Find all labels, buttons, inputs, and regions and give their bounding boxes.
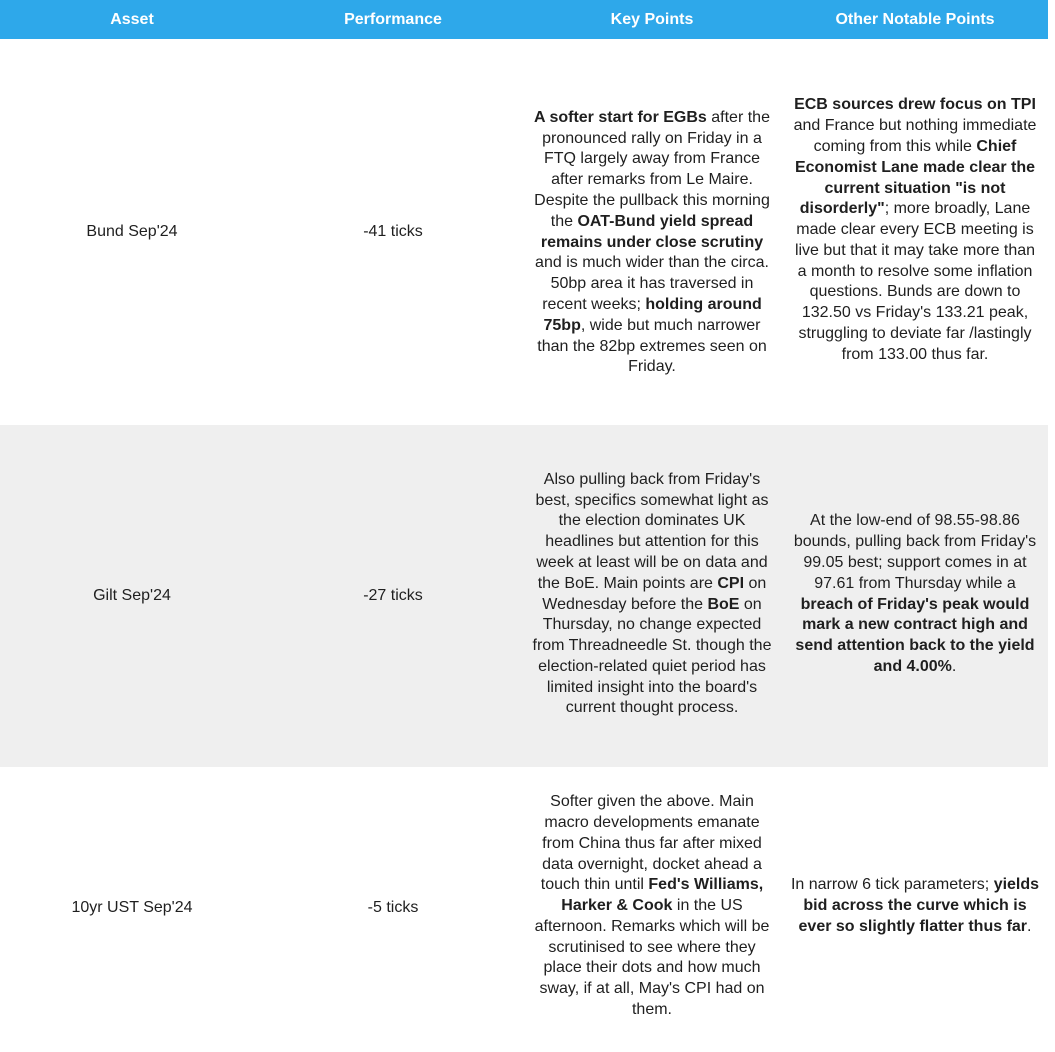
asset-cell: Bund Sep'24	[86, 222, 178, 240]
text-run: in the US afternoon. Remarks which will be scrutinised to see where they place their dots and how much sway, if at all, May's CPI had on them.	[534, 897, 770, 1019]
key-points-cell	[522, 767, 782, 1049]
header-performance: Performance	[264, 0, 522, 39]
bold-text: ECB sources drew focus on TPI	[794, 96, 1036, 114]
bold-text: A softer start for EGBs	[534, 108, 707, 126]
text-run: and is much wider than the circa. 50bp area it has traversed in recent weeks;	[535, 254, 769, 313]
bold-text: OAT-Bund yield spread remains under close scrutiny	[540, 212, 764, 251]
header-other-points: Other Notable Points	[782, 0, 1048, 39]
asset-cell: 10yr UST Sep'24	[71, 898, 193, 916]
bold-text: holding around 75bp	[543, 295, 762, 334]
header-row	[0, 0, 1048, 39]
other-points-cell	[782, 39, 1048, 425]
text-run: Also pulling back from Friday's best, specifics somewhat light as the election dominates UK headlines but attention for this week at least will be on data and the BoE. Main points are	[535, 470, 769, 592]
bold-text: CPI	[717, 574, 745, 592]
text-run: .	[951, 657, 957, 675]
bold-text: yields bid across the curve which is ever so slightly flatter thus far	[798, 876, 1040, 935]
performance-cell: -5 ticks	[367, 898, 419, 916]
table-row	[0, 425, 1048, 767]
other-points-cell	[782, 425, 1048, 767]
bold-text: BoE	[707, 595, 740, 613]
key-points-cell	[522, 425, 782, 767]
text-run: In narrow 6 tick parameters;	[790, 876, 994, 894]
text-run: At the low-end of 98.55-98.86 bounds, pulling back from Friday's 99.05 best; support comes in at 97.61 from Thursday while a	[793, 512, 1037, 592]
text-run: and France but nothing immediate coming from this while	[793, 117, 1037, 155]
table-row	[0, 39, 1048, 425]
text-run: on Thursday, no change expected from Threadneedle St. though the election-related quiet period has limited insight into the board's current thought process.	[532, 595, 772, 717]
other-points-cell	[782, 767, 1048, 1049]
text-run: on Wednesday before the	[542, 574, 767, 613]
text-run: Softer given the above. Main macro developments emanate from China thus far after mixed data overnight, docket ahead a touch thin until	[540, 793, 762, 894]
performance-cell: -41 ticks	[363, 222, 423, 240]
bold-text: breach of Friday's peak would mark a new contract high and send attention back to the yield and 4.00%	[795, 595, 1035, 675]
text-run: ; more broadly, Lane made clear every ECB meeting is live but that it may take more than a month to resolve some inflation questions. Bunds are down to 132.50 vs Friday's 133.21 peak, struggling to deviate far /lastingly from 133.00 thus far.	[794, 200, 1036, 363]
bold-text: Fed's Williams, Harker & Cook	[561, 876, 764, 915]
performance-cell: -27 ticks	[264, 425, 522, 767]
table-row	[0, 767, 1048, 1049]
text-run: , wide but much narrower than the 82bp extremes seen on Friday.	[537, 316, 767, 376]
bold-text: Chief Economist Lane made clear the current situation "is not disorderly"	[794, 137, 1036, 218]
header-asset: Asset	[0, 0, 264, 39]
text-run: .	[1027, 917, 1032, 935]
key-points-cell	[522, 39, 782, 425]
asset-cell: Gilt Sep'24	[0, 425, 264, 767]
text-run: after the pronounced rally on Friday in a FTQ largely away from France after remarks from Le Maire. Despite the pullback this morning the	[534, 108, 770, 230]
header-key-points: Key Points	[522, 0, 782, 39]
